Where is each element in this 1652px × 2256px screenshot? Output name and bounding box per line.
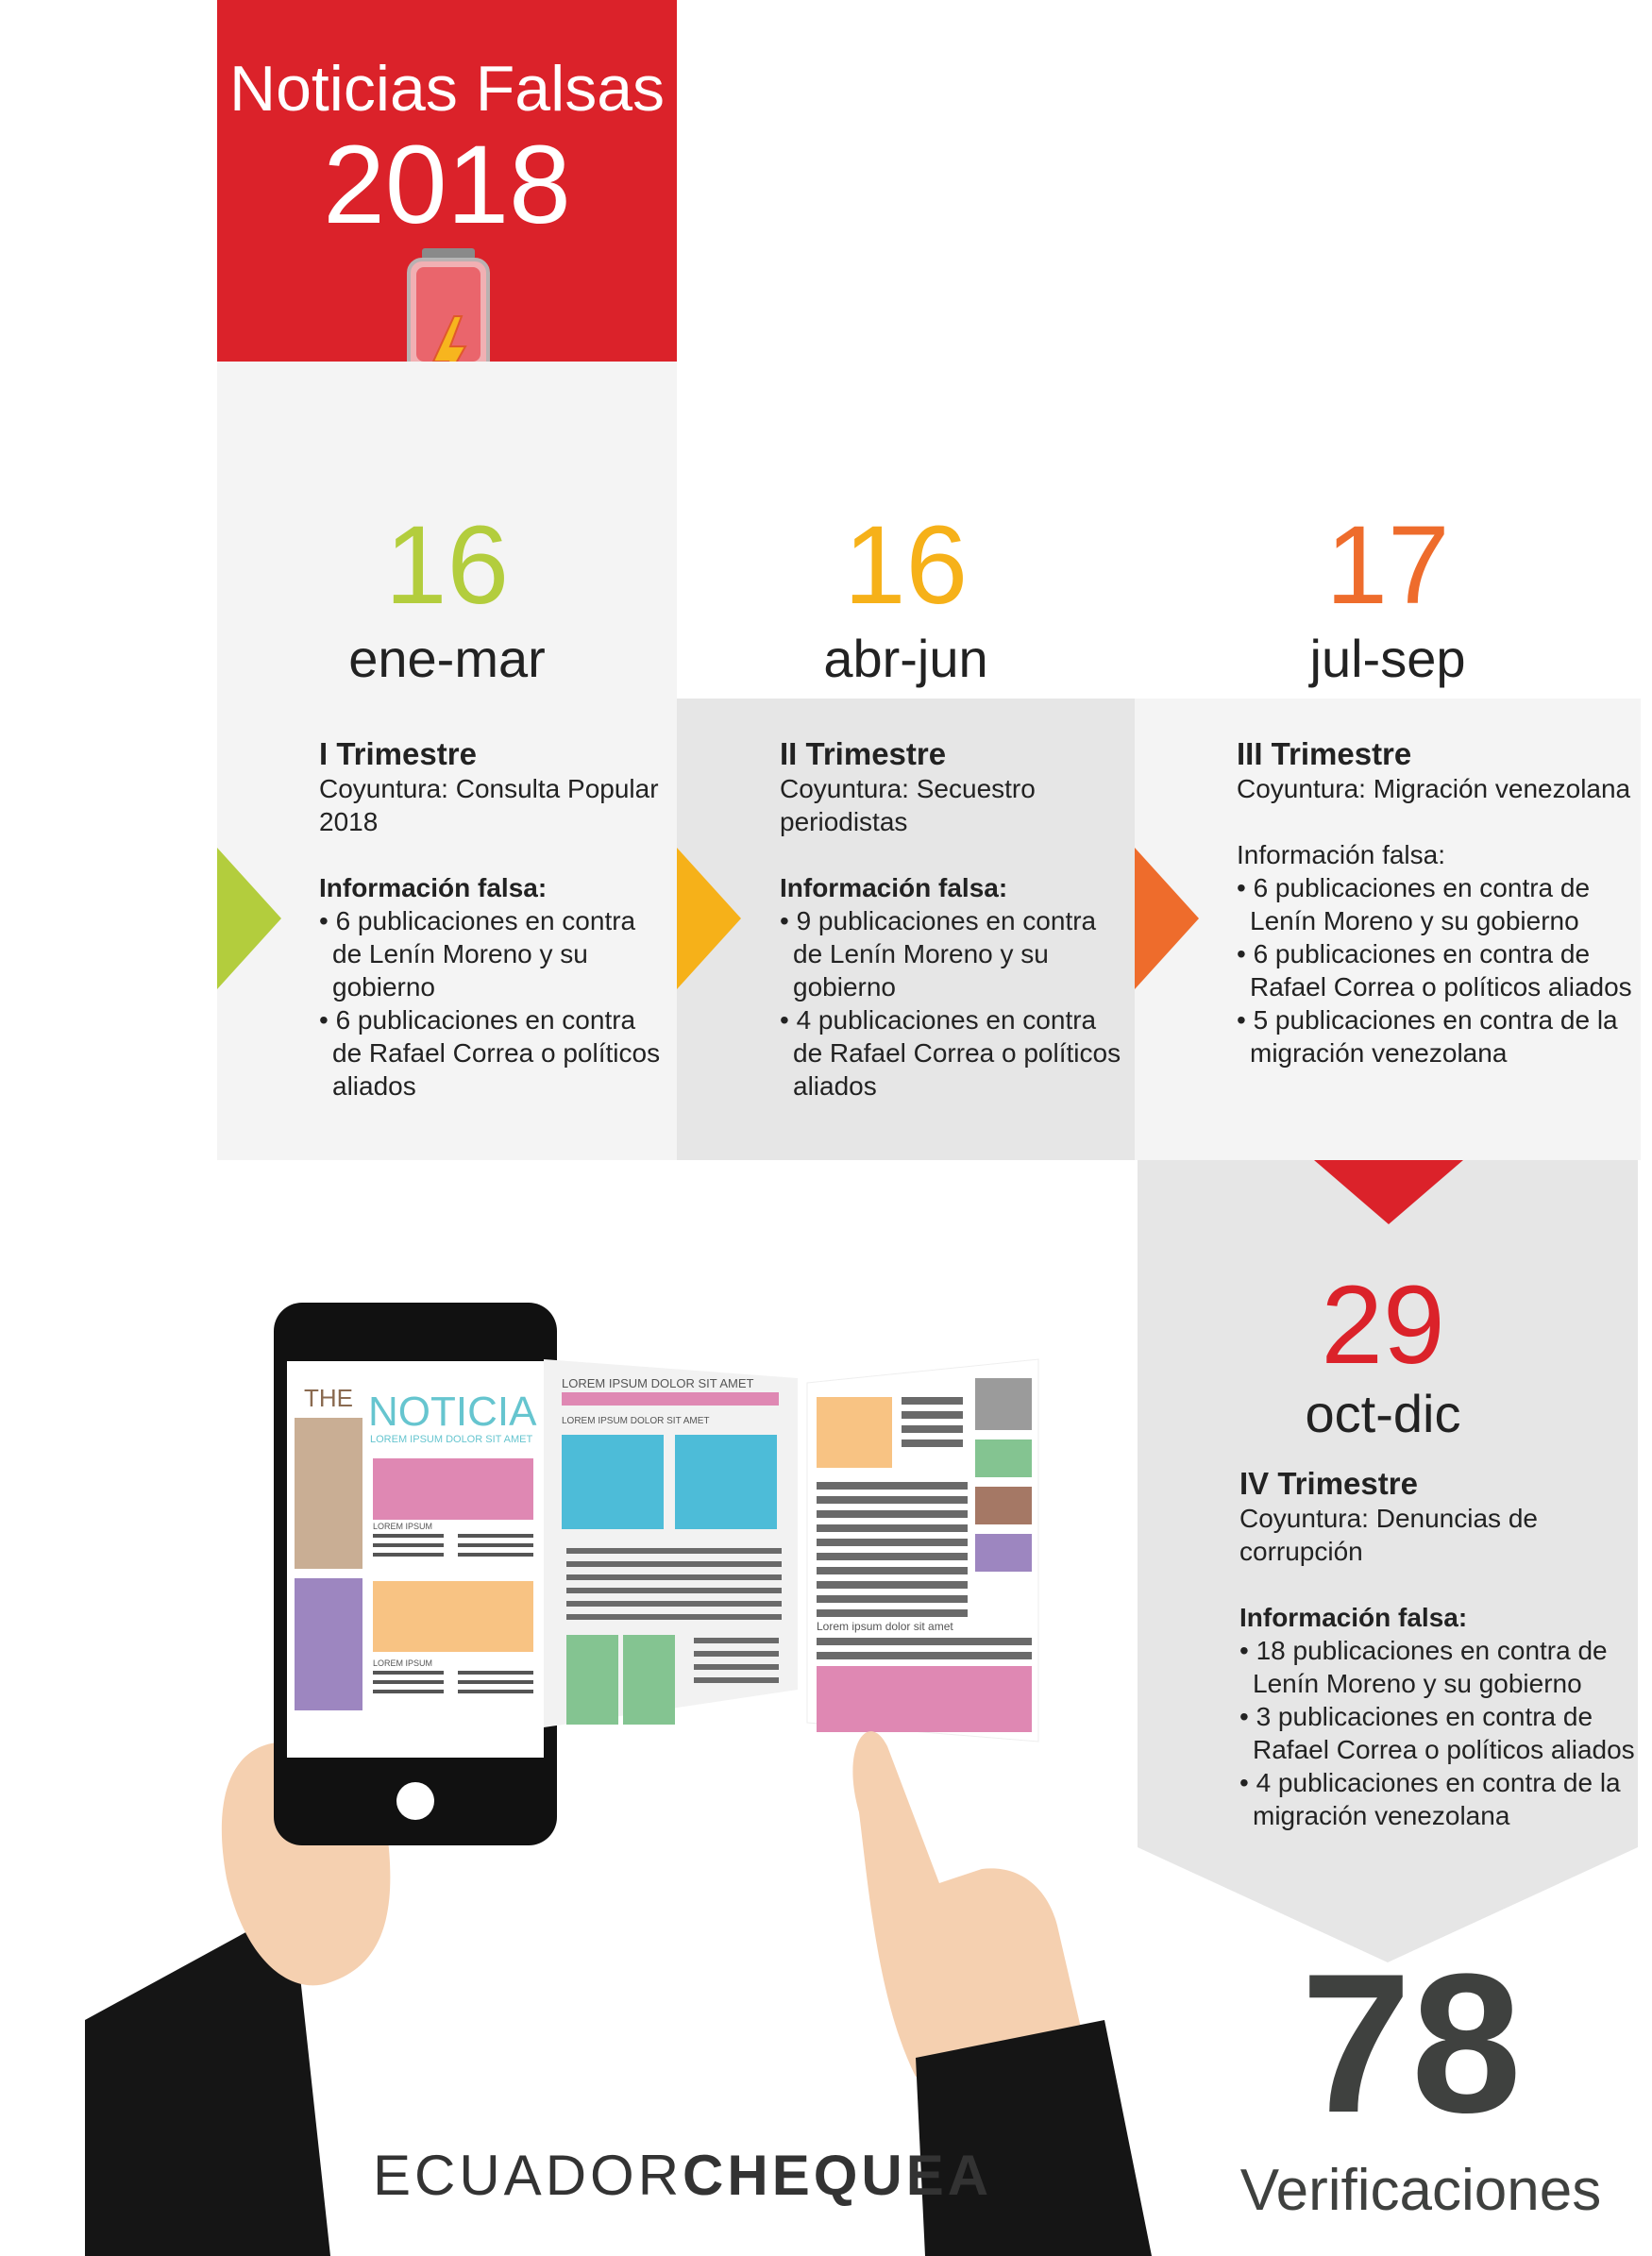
quarter-title: II Trimestre (780, 736, 947, 771)
newspaper-name: NOTICIA (368, 1389, 537, 1435)
false-info-label: Información falsa: (1239, 1603, 1468, 1632)
quarter-1-details (319, 736, 668, 1103)
brand-logo (373, 2143, 993, 2208)
arrow-q1-icon (217, 848, 283, 989)
list-item: • 3 publicaciones en contra de Rafael Correa o políticos aliados (1239, 1702, 1635, 1764)
quarter-2-details (780, 736, 1129, 1103)
list-item: • 6 publicaciones en contra de Rafael Correa o políticos aliados (1237, 939, 1632, 1002)
quarter-2-range: abr-jun (823, 629, 988, 688)
quarter-context: Coyuntura: Consulta Popular 2018 (319, 774, 659, 836)
quarter-3-details (1237, 736, 1633, 1069)
arrow-q4-icon (1314, 1160, 1465, 1226)
list-item: • 6 publicaciones en contra de Lenín Moreno y su gobierno (319, 906, 636, 1002)
page-year: 2018 (323, 123, 571, 247)
quarter-title: I Trimestre (319, 736, 477, 771)
list-item: • 9 publicaciones en contra de Lenín Moreno y su gobierno (780, 906, 1097, 1002)
quarter-context: Coyuntura: Denuncias de corrupción (1239, 1504, 1538, 1566)
quarter-2-count: 16 (843, 503, 969, 628)
phone-newspaper-illustration (85, 1303, 1171, 2256)
quarter-4-range: oct-dic (1305, 1384, 1461, 1443)
total-count: 78 (1301, 1932, 1522, 2154)
false-info-label: Información falsa: (319, 873, 548, 902)
quarter-title: IV Trimestre (1239, 1466, 1418, 1501)
arrow-q3-icon (1135, 848, 1201, 989)
newspaper-lorem-2: LOREM IPSUM (373, 1658, 433, 1668)
false-info-label: Información falsa: (1237, 840, 1445, 869)
page-title: Noticias Falsas (228, 53, 666, 125)
brand-part-1: ECUADOR (373, 2144, 683, 2207)
list-item: • 5 publicaciones en contra de la migración venezolana (1237, 1005, 1618, 1068)
false-info-label: Información falsa: (780, 873, 1008, 902)
list-item: • 18 publicaciones en contra de Lenín Moreno y su gobierno (1239, 1636, 1608, 1698)
quarter-1-range: ene-mar (348, 629, 546, 688)
list-item: • 4 publicaciones en contra de Rafael Correa o políticos aliados (780, 1005, 1121, 1101)
middle-page-header: LOREM IPSUM DOLOR SIT AMET (562, 1376, 754, 1390)
brand-part-2: CHEQUEA (683, 2144, 993, 2207)
list-item: • 6 publicaciones en contra de Lenín Moreno y su gobierno (1237, 873, 1591, 935)
newspaper-lorem-1: LOREM IPSUM (373, 1522, 433, 1531)
list-item: • 6 publicaciones en contra de Rafael Correa o políticos aliados (319, 1005, 661, 1101)
quarter-1-count: 16 (384, 503, 510, 628)
list-item: • 4 publicaciones en contra de la migración venezolana (1239, 1768, 1621, 1830)
quarter-context: Coyuntura: Secuestro periodistas (780, 774, 1036, 836)
quarter-3-count: 17 (1325, 503, 1450, 628)
false-info-list (780, 904, 1129, 1103)
quarter-title: III Trimestre (1237, 736, 1412, 771)
newspaper-subtitle: LOREM IPSUM DOLOR SIT AMET (370, 1434, 533, 1445)
newspaper-the: THE (304, 1384, 353, 1412)
false-info-list (319, 904, 668, 1103)
quarter-context: Coyuntura: Migración venezolana (1237, 774, 1631, 803)
right-page-caption: Lorem ipsum dolor sit amet (817, 1620, 953, 1633)
total-label: Verificaciones (1239, 2158, 1602, 2223)
false-info-list (1239, 1634, 1636, 1832)
middle-page-subheader: LOREM IPSUM DOLOR SIT AMET (562, 1416, 710, 1426)
arrow-q2-icon (677, 848, 743, 989)
quarter-4-count: 29 (1321, 1263, 1445, 1388)
quarter-3-range: jul-sep (1309, 629, 1466, 688)
false-info-list (1237, 871, 1633, 1069)
quarter-4-details (1239, 1466, 1636, 1832)
